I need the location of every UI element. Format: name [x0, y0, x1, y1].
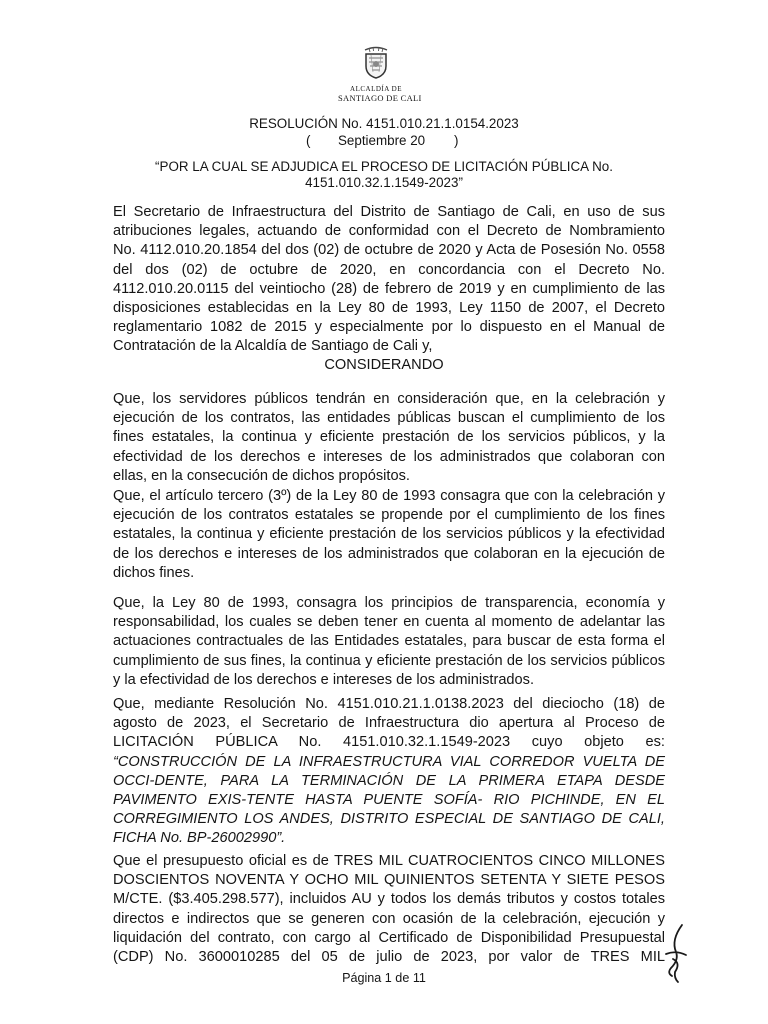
page-number: Página 1 de 11 [342, 971, 426, 985]
paragraph-line: liquidación del contrato, con cargo al Certificado de Disponibilidad Presupuestal [113, 929, 665, 946]
paragraph-3 [113, 594, 665, 690]
intro-line: del dos (02) de octubre de 2020, en concordancia con el Decreto No. [113, 261, 665, 278]
resolution-date [0, 133, 768, 151]
paragraph-line: cumplimiento de sus fines, la continua y eficiente prestación de los servicios públicos [113, 652, 665, 669]
paragraph-line: directos e indirectos que se generen con ocasión de la celebración, ejecución y [113, 910, 665, 927]
logo-text-line2: SANTIAGO DE CALI [338, 93, 422, 103]
paragraph-line: ejecución de los contratos estatales se propende por el cumplimiento de los fines [113, 507, 665, 524]
resolution-title-line1: “POR LA CUAL SE ADJUDICA EL PROCESO DE LICITACIÓN PÚBLICA No. [155, 159, 613, 174]
paragraph-line: y la efectividad de los derechos e intereses de los administrados. [113, 671, 535, 688]
resolution-title-line2: 4151.010.32.1.1549-2023” [305, 175, 463, 190]
paragraph-line: Que, la Ley 80 de 1993, consagra los principios de transparencia, economía y [113, 595, 665, 611]
paragraph-line: Que, mediante Resolución No. 4151.010.21.1.0138.2023 del dieciocho (18) de [113, 696, 665, 712]
considerando-heading: CONSIDERANDO [324, 357, 444, 373]
paragraph-line: (CDP) No. 3600010285 del 05 de julio de 2023, por valor de TRES MIL [113, 949, 665, 966]
paragraph-line: LICITACIÓN PÚBLICA No. 4151.010.32.1.1549-2023 cuyo objeto es: [113, 734, 665, 751]
paragraph-line: Que, el artículo tercero (3º) de la Ley 80 de 1993 consagra que con la celebración y [113, 488, 665, 504]
paragraph-4 [113, 695, 665, 849]
contract-object-line: PAVIMENTO EXIS-TENTE HASTA PUENTE SOFÍA- RIO PICHINDE, EN EL [113, 792, 665, 809]
intro-line: disposiciones establecidas en la Ley 80 de 1993, Ley 1150 de 2007, el Decreto [113, 300, 665, 317]
paragraph-line: responsabilidad, los cuales se deben tener en cuenta al momento de adelantar las [113, 614, 665, 631]
contract-object-line: OCCI-DENTE, PARA LA TERMINACIÓN DE LA PRIMERA ETAPA DESDE [113, 772, 665, 789]
paragraph-line: estatales, la continua y eficiente prestación de los servicios públicos y la efectividad [113, 526, 665, 543]
date-text: Septiembre 20 [338, 133, 426, 148]
paragraph-line: dichos fines. [113, 564, 195, 581]
date-close-paren: ) [454, 133, 459, 148]
paragraph-line: Que, los servidores públicos tendrán en consideración que, en la celebración y [113, 391, 665, 407]
paragraph-line: ejecución de los contratos, las entidades públicas buscan el cumplimiento de los [113, 410, 665, 427]
city-logo [338, 44, 422, 103]
intro-line: No. 4112.010.20.1854 del dos (02) de octubre de 2020 y Acta de Posesión No. 0558 [113, 242, 665, 259]
contract-object-line: CORREGIMIENTO LOS ANDES, DISTRITO ESPECIAL DE SANTIAGO DE CALI, [113, 811, 665, 828]
intro-line: Contratación de la Alcaldía de Santiago de Cali y, [113, 338, 433, 355]
paragraph-line: de los derechos e intereses de los administrados que colaboran en la ejecución de [113, 545, 665, 562]
logo-text-line1: ALCALDÍA DE [350, 85, 402, 93]
intro-line: atribuciones legales, actuando de conformidad con el Decreto de Nombramiento [113, 223, 665, 240]
municipal-seal-icon [361, 44, 391, 80]
paragraph-line: DOSCIENTOS NOVENTA Y OCHO MIL QUINIENTOS SETENTA Y SIETE PESOS [113, 872, 665, 889]
paragraph-line: agosto de 2023, el Secretario de Infraestructura dio apertura al Proceso de [113, 715, 665, 732]
paragraph-line: ellas, en la consecución de dichos propósitos. [113, 467, 410, 484]
paragraph-5 [113, 852, 665, 967]
intro-line: El Secretario de Infraestructura del Distrito de Santiago de Cali, en uso de sus [113, 204, 665, 220]
intro-paragraph [113, 203, 665, 357]
paragraph-line: M/CTE. ($3.405.298.577), incluidos AU y todos los demás tributos y costos totales [113, 891, 665, 908]
date-open-paren: ( [306, 133, 311, 148]
intro-line: 4112.010.20.0115 del veintiocho (28) de febrero de 2019 y en cumplimiento de las [113, 280, 665, 297]
contract-object-line: FICHA No. BP-26002990”. [113, 830, 286, 847]
paragraph-line: Que el presupuesto oficial es de TRES MIL CUATROCIENTOS CINCO MILLONES [113, 853, 665, 869]
intro-line: reglamentario 1082 de 2015 y especialmente por lo dispuesto en el Manual de [113, 319, 665, 336]
paragraph-line: efectividad de los derechos e intereses de los administrados que colaboran con [113, 448, 665, 465]
paragraph-line: fines estatales, la continua y eficiente prestación de los servicios públicos, y la [113, 429, 665, 446]
paragraph-1 [113, 390, 665, 486]
resolution-number: RESOLUCIÓN No. 4151.010.21.1.0154.2023 [249, 116, 519, 131]
paragraph-2 [113, 487, 665, 583]
paragraph-line: actuaciones contractuales de las Entidades estatales, para buscar de esta forma el [113, 633, 665, 650]
contract-object-line: “CONSTRUCCIÓN DE LA INFRAESTRUCTURA VIAL CORREDOR VUELTA DE [113, 753, 665, 770]
